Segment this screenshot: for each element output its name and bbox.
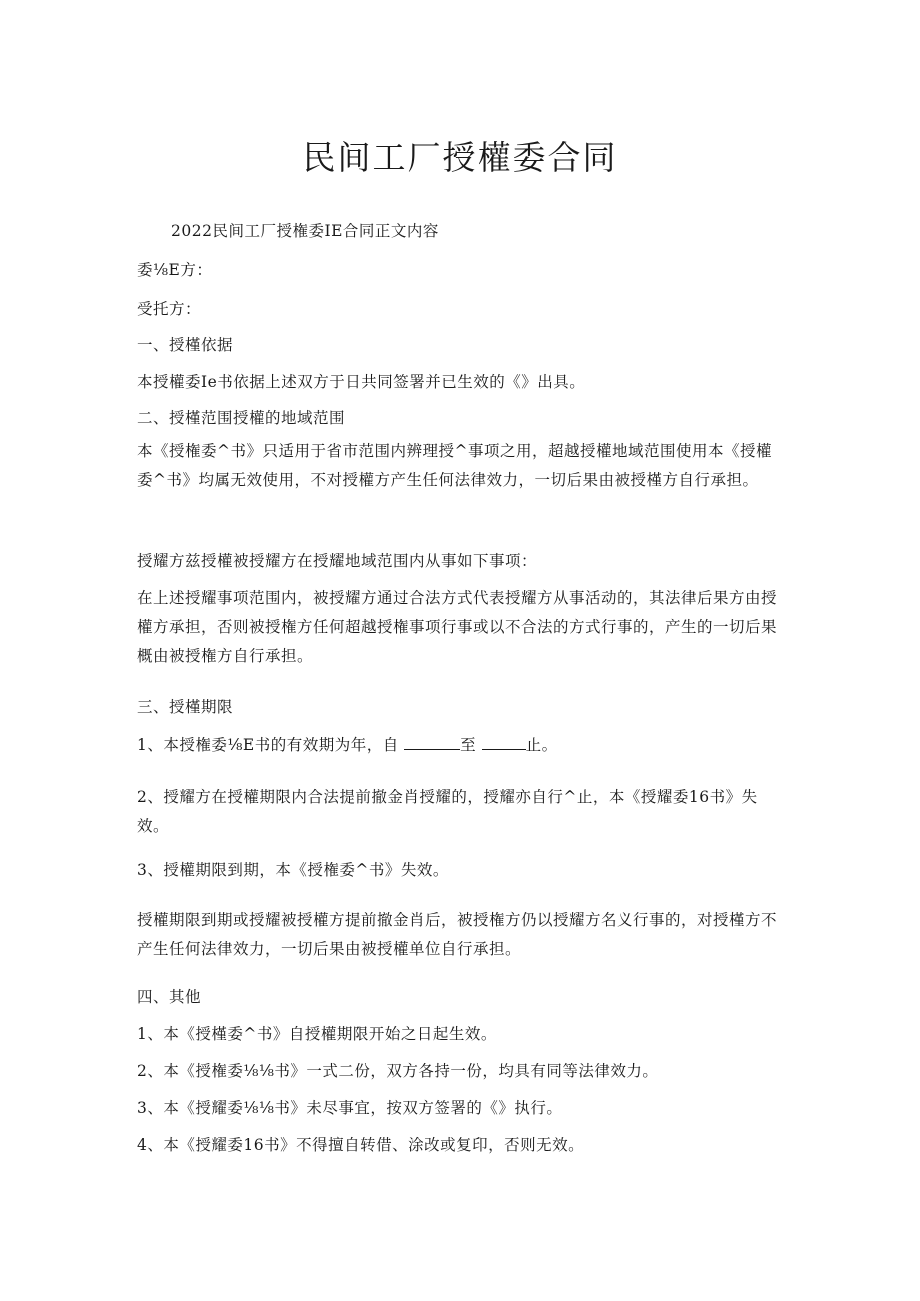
document-title: 民间工厂授權委合同 <box>302 138 618 177</box>
section1-text: 本授權委Ie书依据上述双方于日共同签署并已生效的《》出具。 <box>137 373 586 391</box>
intro-line: 2022民间工厂授権委IE合同正文内容 <box>171 222 439 240</box>
section2-heading: 二、授槿范围授權的地域范围 <box>137 409 346 427</box>
end-date-blank <box>482 737 526 750</box>
section1-heading: 一、授槿依据 <box>137 336 234 354</box>
section2-scope: 授耀方兹授權被授耀方在授耀地域范围内从事如下事项： <box>137 552 538 570</box>
term-item-1-suffix: 止。 <box>525 736 558 754</box>
other-item-4: 4、本《授耀委16书》不得擅自转借、涂改或复印，否则无效。 <box>137 1136 585 1154</box>
term-item-1-mid: 至 <box>460 736 477 754</box>
section4-heading: 四、其他 <box>137 988 202 1006</box>
term-item-2: 2、授耀方在授權期限内合法提前撤金肖授耀的，授耀亦自行^止，本《授耀委16书》失效。 <box>137 788 758 835</box>
term-item-3: 3、授權期限到期，本《授権委^书》失效。 <box>137 861 449 879</box>
section2-text: 本《授権委^书》只适用于省市范围内辨理授^事项之用，超越授權地域范围使用本《授權委^书》均属无效使用，不对授權方产生任何法律效力，一切后果由被授槿方自行承担。 <box>137 442 772 489</box>
agent-label: 受托方： <box>137 300 202 318</box>
section3-heading: 三、授槿期限 <box>137 698 234 716</box>
term-after: 授權期限到期或授耀被授權方提前撤金肖后，被授権方仍以授耀方名义行事的，对授槿方不产生任何法律效力，一切后果由被授權单位自行承担。 <box>137 911 778 958</box>
other-item-3: 3、本《授耀委⅛⅛书》未尽事宜，按双方签署的《》执行。 <box>137 1099 563 1117</box>
start-date-blank <box>404 737 460 750</box>
section2-liability: 在上述授耀事项范围内，被授耀方通过合法方式代表授耀方从事活动的，其法律后果方由授權方承担，否则被授権方任何超越授権事项行事或以不合法的方式行事的，产生的一切后果概由被授権方自行承担。 <box>137 589 778 665</box>
other-item-1: 1、本《授槿委^书》自授權期限开始之日起生效。 <box>137 1025 497 1043</box>
other-item-2: 2、本《授権委⅛⅛书》一式二份，双方各持一份，均具有同等法律效力。 <box>137 1062 659 1080</box>
principal-label: 委⅛E方： <box>137 261 213 279</box>
term-item-1 <box>137 731 785 760</box>
term-item-1-prefix: 1、本授権委⅛E书的有效期为年，自 <box>137 736 399 754</box>
